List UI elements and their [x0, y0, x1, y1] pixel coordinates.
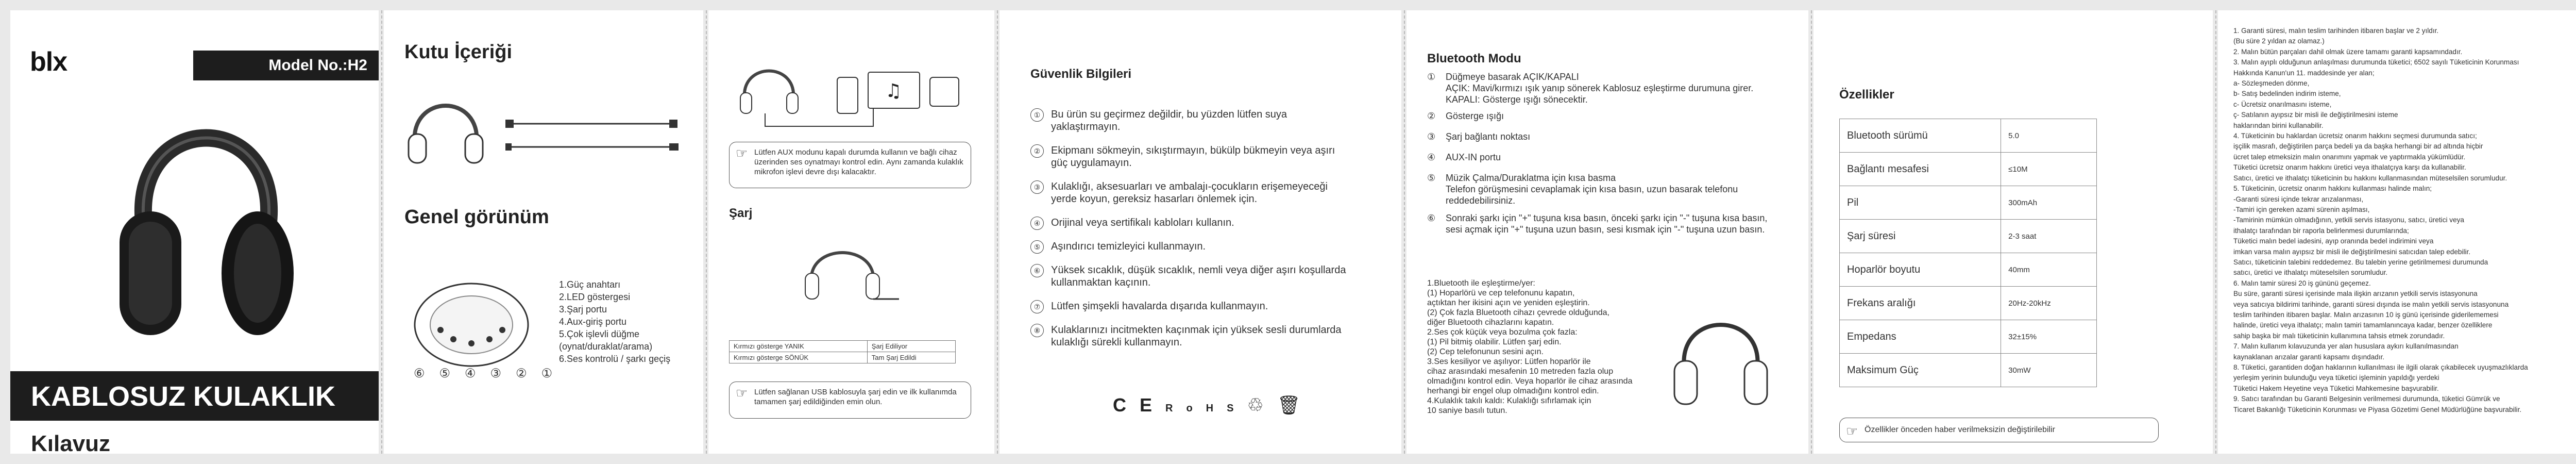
general-view-title: Genel görünüm	[404, 206, 549, 228]
table-row: Maksimum Güç 30mW	[1840, 354, 2097, 387]
features-panel	[1814, 10, 2213, 454]
table-row: Empedans 32±15%	[1840, 320, 2097, 354]
warranty-term-line: 8. Tüketici, garantiden doğan haklarının kullanılması ile ilgili olarak çıkabilecek uyuşmazlıklarda	[2233, 363, 2528, 371]
warranty-term-line: -Tamiri için gereken azami sürenin aşılması,	[2233, 205, 2370, 213]
recycle-icon: ♲	[1247, 394, 1277, 416]
table-row: Şarj süresi 2-3 saat	[1840, 220, 2097, 253]
warranty-term-line: Hakkında Kanun'un 11. maddesinde yer alan;	[2233, 69, 2375, 77]
fold-line	[1404, 10, 1405, 454]
list-item: ① Düğmeye basarak AÇIK/KAPALI AÇIK: Mavi/kırmızı ışık yanıp sönerek Kablosuz eşleştirme durumuna girer. KAPALI: Gösterge ışığı sönecektir.	[1427, 72, 1754, 105]
warranty-term-line: c- Ücretsiz onarılmasını isteme,	[2233, 100, 2332, 108]
pointing-hand-icon: ☞	[1846, 423, 1858, 439]
warranty-term-line: (Bu süre 2 yıldan az olamaz.)	[2233, 37, 2325, 45]
compliance-marks	[1113, 394, 1314, 416]
list-item: ③ Şarj bağlantı noktası	[1427, 131, 1531, 142]
earcup-diagram	[404, 268, 538, 371]
warranty-term-line: a- Sözleşmeden dönme,	[2233, 79, 2310, 88]
ce-mark-icon: CE	[1113, 394, 1166, 416]
led-status-table	[729, 340, 956, 363]
rohs-mark-icon: RoHS	[1165, 403, 1247, 414]
list-item: ① Bu ürün su geçirmez değildir, bu yüzden lütfen suya yaklaştırmayın.	[1030, 108, 1350, 133]
part-item: 5.Çok işlevli düğme	[559, 329, 640, 339]
fold-line	[381, 10, 382, 454]
part-item: 2.LED göstergesi	[559, 292, 631, 302]
bluetooth-functions	[1427, 71, 1777, 235]
model-number: Model No.:H2	[268, 57, 367, 74]
warranty-terms-panel	[2218, 10, 2576, 454]
brand-logo: blx	[30, 47, 67, 77]
list-item: ② Ekipmanı sökmeyin, sıkıştırmayın, bükülp bükmeyin veya aşırı güç uygulamayın.	[1030, 144, 1350, 169]
warranty-term-line: 6. Malın tamir süresi 20 iş gününü geçemez.	[2233, 279, 2371, 287]
warranty-term-line: sahip başka bir malı tüketicinin kullanımına tahsis etmek zorundadır.	[2233, 332, 2445, 340]
warranty-term-line: Tüketici malın bedel iadesini, ayıp oranında bedel indirimini veya	[2233, 237, 2434, 245]
warranty-term-line: yerleşim yerinin bulunduğu veya tüketici işleminin yapıldığı yerdeki	[2233, 374, 2439, 382]
list-item: ⑦ Lütfen şimşekli havalarda dışarıda kullanmayın.	[1030, 300, 1350, 312]
warranty-term-line: 3. Malın ayıplı olduğunun anlaşılması durumunda tüketici; 6502 sayılı Tüketicinin Korunması	[2233, 58, 2519, 67]
warranty-term-line: 2. Malın bütün parçaları dahil olmak üzere tamamı garanti kapsamındadır.	[2233, 47, 2463, 56]
contents-panel	[384, 10, 703, 454]
headphones-buttons-illustration	[1664, 299, 1777, 412]
charging-title: Şarj	[729, 206, 753, 220]
warranty-term-line: Satıcı, tüketicinin talebini reddedemez. Bu talebin yerine getirilmemesi durumunda	[2233, 258, 2488, 266]
part-item: 3.Şarj portu	[559, 304, 607, 314]
safety-panel	[999, 10, 1401, 454]
part-item: (oynat/duraklat/arama)	[559, 341, 653, 352]
callout-numbers: ⑥⑤④③②①	[414, 367, 567, 380]
table-row: Hoparlör boyutu 40mm	[1840, 253, 2097, 287]
warranty-term-line: Satıcı, üretici ve ithalatçı tüketicinin bu hakkını kullanmasından müteselsilen sorumludur.	[2233, 174, 2507, 182]
product-title-bar	[10, 371, 379, 421]
features-note: ☞ Özellikler önceden haber verilmeksizin değiştirilebilir	[1839, 418, 2159, 442]
spec-table	[1839, 119, 2097, 387]
charging-note: ☞ Lütfen sağlanan USB kablosuyla şarj edin ve ilk kullanımda tamamen şarj edildiğinden emin olun.	[729, 382, 971, 419]
warranty-term-line: 7. Malın kullanım kılavuzunda yer alan hususlara aykırı kullanılmasından	[2233, 342, 2459, 351]
table-row: Bluetooth sürümü 5.0	[1840, 119, 2097, 153]
fold-line	[706, 10, 707, 454]
warranty-term-line: kaynaklanan arızalar garanti kapsamı dışındadır.	[2233, 353, 2385, 361]
fold-line	[2215, 10, 2216, 454]
list-item: ⑧ Kulaklarınızı incitmekten kaçınmak için yüksek sesli durumlarda kulaklığı sürekli kullanmayın.	[1030, 324, 1350, 349]
box-contents-illustration	[404, 88, 683, 165]
cover-panel	[10, 10, 379, 454]
warranty-term-line: b- Satış bedelinden indirim isteme,	[2233, 90, 2341, 98]
list-item: ④ AUX-IN portu	[1427, 152, 1501, 162]
pointing-hand-icon: ☞	[736, 145, 748, 161]
warranty-term-line: 5. Tüketicinin, ücretsiz onarım hakkını kullanması halinde malın;	[2233, 185, 2432, 193]
table-row: Pil 300mAh	[1840, 186, 2097, 220]
safety-list	[1030, 108, 1350, 360]
features-title: Özellikler	[1839, 88, 1894, 102]
parts-list	[559, 278, 670, 365]
bluetooth-title: Bluetooth Modu	[1427, 52, 1521, 65]
aux-connection-illustration	[739, 57, 966, 134]
warranty-term-line: Bu süre, garanti süresi içerisinde mala ilişkin arızanın yetkili servis istasyonuna	[2233, 290, 2478, 298]
part-item: 1.Güç anahtarı	[559, 279, 621, 290]
warranty-term-line: -Garanti süresi içinde tekrar arızalanması,	[2233, 195, 2364, 203]
aux-note: ☞ Lütfen AUX modunu kapalı durumda kullanın ve bağlı cihaz üzerinden ses oynatmayı kontrol edin. Aynı zamanda kulaklık mikrofon işlevi devre dışı kalacaktır.	[729, 142, 971, 188]
warranty-term-line: Tüketici ücretsiz onarım hakkını üretici veya ithalatçıya karşı da kullanabilir.	[2233, 163, 2466, 172]
warranty-term-line: -Tamirinin mümkün olmadığının, yetkili servis istasyonu, satıcı, üretici veya	[2233, 216, 2464, 224]
warranty-term-line: imkan varsa malın ayıpsız bir misli ile değiştirilmesini satıcıdan talep edebilir.	[2233, 247, 2471, 256]
warranty-term-line: 9. Satıcı tarafından bu Garanti Belgesinin verilmemesi durumunda, tüketici Gümrük ve	[2233, 395, 2500, 403]
list-item: ⑤ Müzik Çalma/Duraklatma için kısa basma Telefon görüşmesini cevaplamak için kısa basın, uzun basarak telefonu reddedebilirsiniz.	[1427, 173, 1738, 206]
warranty-term-line: 1. Garanti süresi, malın teslim tarihinden itibaren başlar ve 2 yıldır.	[2233, 27, 2439, 35]
list-item: ⑤ Aşındırıcı temizleyici kullanmayın.	[1030, 240, 1350, 253]
model-number-bar	[193, 51, 379, 80]
part-item: 6.Ses kontrolü / şarkı geçiş	[559, 354, 671, 364]
list-item: ⑥ Yüksek sıcaklık, düşük sıcaklık, nemli veya diğer aşırı koşullarda kullanmaktan kaçının.	[1030, 264, 1350, 289]
warranty-term-line: ç- Satılanın ayıpsız bir misli ile değiştirilmesini isteme	[2233, 111, 2398, 119]
warranty-term-line: işçilik masrafı, değiştirilen parça bedeli ya da başka herhangi bir ad altında hiçbir	[2233, 142, 2483, 151]
aux-charging-panel	[708, 10, 994, 454]
table-row: Bağlantı mesafesi ≤10M	[1840, 153, 2097, 186]
warranty-term-line: satıcı, üretici ve ithalatçı müteselsilen sorumludur.	[2233, 269, 2388, 277]
fold-line	[997, 10, 998, 454]
part-item: 4.Aux-giriş portu	[559, 317, 627, 327]
product-title: KABLOSUZ KULAKLIK	[31, 381, 335, 412]
svg-text:♫: ♫	[885, 80, 902, 102]
warranty-term-line: Tüketici Hakem Heyetine veya Tüketici Mahkemesine başvurabilir.	[2233, 384, 2439, 392]
warranty-term-line: ücret talep etmeksizin malın onarımını yapmak ve yaptırmakla yükümlüdür.	[2233, 153, 2466, 161]
fold-line	[1811, 10, 1812, 454]
table-row: Kırmızı gösterge YANIK Şarj Ediliyor	[730, 341, 956, 352]
table-row: Frekans aralığı 20Hz-20kHz	[1840, 287, 2097, 320]
warranty-term-line: haklarından birini kullanabilir.	[2233, 121, 2324, 129]
list-item: ⑥ Sonraki şarkı için "+" tuşuna kısa basın, önceki şarkı için "-" tuşuna kısa basın, sesi açmak için "+" tuşuna uzun basın, sesi kısmak için "-" tuşuna uzun basın.	[1427, 213, 1768, 235]
list-item: ④ Orijinal veya sertifikalı kabloları kullanın.	[1030, 217, 1350, 229]
table-row: Kırmızı gösterge SÖNÜK Tam Şarj Edildi	[730, 352, 956, 363]
bluetooth-panel	[1406, 10, 1808, 454]
warranty-term-line: halinde, üretici veya ithalatçı; malın tamiri tamamlanıncaya kadar, benzer özelliklere	[2233, 321, 2493, 329]
box-contents-title: Kutu İçeriği	[404, 41, 513, 63]
headphones-illustration	[108, 88, 304, 356]
charging-illustration	[801, 237, 904, 304]
pointing-hand-icon: ☞	[736, 385, 748, 401]
warranty-term-line: Ticaret Bakanlığı Tüketicinin Korunması ve Piyasa Gözetimi Genel Müdürlüğüne başvurabilir.	[2233, 405, 2522, 413]
warranty-term-line: teslim tarihinden itibaren başlar. Malın arızasının 10 iş günü içerisinde giderilememesi	[2233, 310, 2499, 319]
list-item: ② Gösterge ışığı	[1427, 111, 1504, 121]
manual-subtitle: Kılavuz	[31, 431, 111, 454]
list-item: ③ Kulaklığı, aksesuarları ve ambalajı-çocukların erişemeyeceği yerde koyun, gereksiz hasarları önlemek için.	[1030, 180, 1350, 205]
warranty-terms	[2233, 26, 2558, 415]
warranty-term-line: veya satıcıya bildirimi tarihinde, garanti süresi dışında ise malın yetkili servis istasyonuna	[2233, 300, 2509, 308]
warranty-term-line: ithalatçı tarafından bir raporla belirlenmesi durumlarında;	[2233, 226, 2409, 235]
warranty-term-line: 4. Tüketicinin bu haklardan ücretsiz onarım hakkını seçmesi durumunda satıcı;	[2233, 132, 2477, 140]
troubleshooting: 1.Bluetooth ile eşleştirme/yer: (1) Hoparlörü ve cep telefonunu kapatın, açtıktan her ikisini açın ve yeniden eşleştirin. (2) Çok fazla Bluetooth cihazı çevrede olduğunda, diğer Bluetooth cihazlarını kapatın. 2.Ses çok küçük veya bozulma çok fazla: (1) Pil bitmiş olabilir. Lütfen şarj edin. (2) Cep telefonunun sesini açın. 3.Ses kesiliyor ve aşılıyor: Lütfen hoparlör ile cihaz arasındaki mesafenin 10 metreden fazla olup olmadığını kontrol edin. Veya hoparlör ile cihaz arasında herhangi bir engel olup olmadığını kontrol edin. 4.Kulaklık takılı kaldı: Kulaklığı sıfırlamak için 10 saniye basılı tutun.	[1427, 279, 1633, 415]
safety-title: Güvenlik Bilgileri	[1030, 67, 1132, 81]
weee-bin-icon: 🗑	[1277, 394, 1314, 416]
